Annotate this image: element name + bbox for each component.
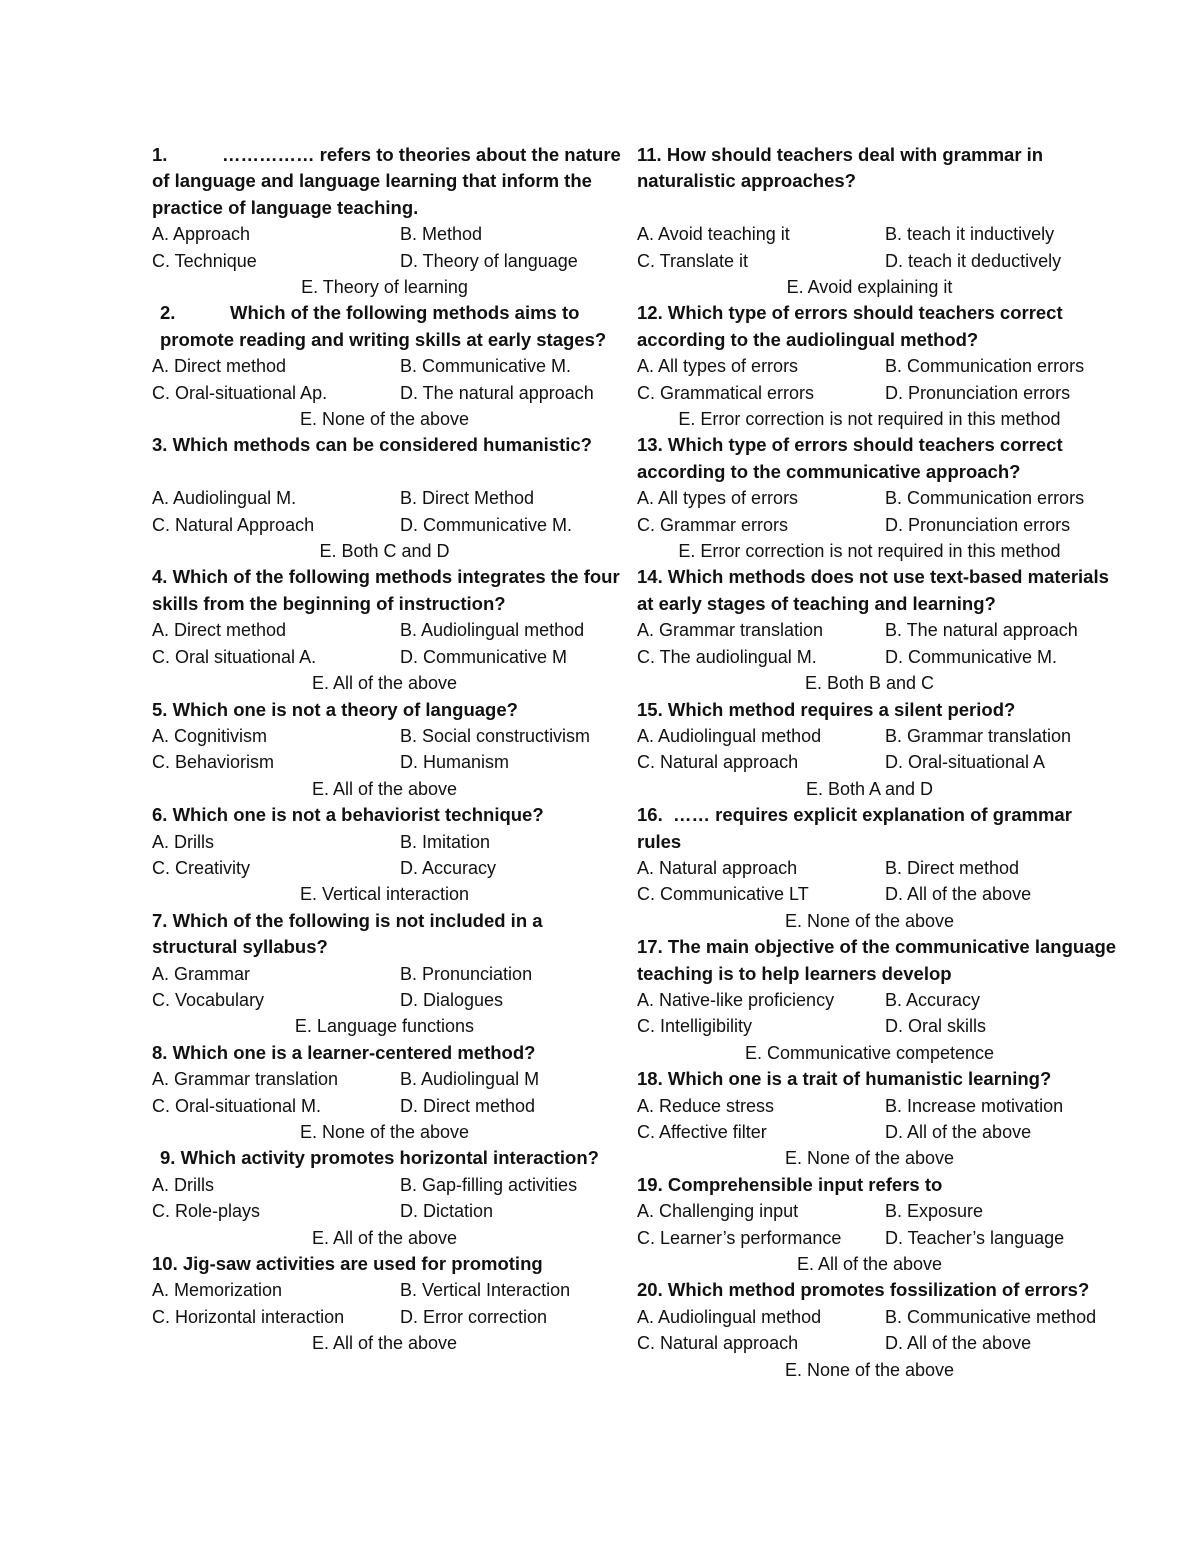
option-b: B. Imitation [400, 831, 491, 852]
question-number: 6. [152, 804, 168, 826]
question-stem [152, 300, 632, 353]
option-e: E. Avoid explaining it [786, 277, 953, 298]
option-c: C. Role-plays [152, 1201, 261, 1222]
option-a: A. Grammar [152, 963, 251, 984]
question-number: 8. [152, 1041, 168, 1063]
question-number: 1. [152, 144, 168, 165]
question-number: 13. [637, 434, 663, 456]
question-12 [637, 300, 1117, 432]
question-10 [152, 1251, 632, 1357]
option-d: D. Teacher’s language [885, 1227, 1065, 1248]
question-17 [637, 934, 1122, 1066]
option-d: D. Theory of language [400, 250, 578, 271]
question-stem [152, 908, 632, 961]
question-text: Which methods does not use text-based materials at early stages of teaching and learning? [637, 566, 1115, 614]
question-15 [637, 697, 1117, 803]
option-d: D. All of the above [885, 1122, 1032, 1143]
question-4 [152, 564, 632, 696]
question-3 [152, 432, 632, 564]
question-text: Which one is a trait of humanistic learning? [667, 1068, 1052, 1090]
question-13 [637, 432, 1117, 564]
option-b: B. Accuracy [885, 989, 981, 1010]
option-e: E. Communicative competence [744, 1042, 995, 1063]
question-text: Comprehensible input refers to [667, 1173, 943, 1195]
option-b: B. Grammar translation [885, 725, 1072, 746]
question-number: 12. [637, 302, 663, 324]
option-b: B. Gap-filling activities [400, 1174, 578, 1195]
option-b: B. Exposure [885, 1201, 984, 1222]
question-text: Which methods can be considered humanistic? [172, 434, 592, 456]
option-e: E. Both B and C [804, 673, 935, 694]
option-a: A. Cognitivism [152, 725, 268, 746]
question-11 [637, 142, 1117, 300]
option-d: D. Pronunciation errors [885, 382, 1071, 403]
option-d: D. Humanism [400, 752, 510, 773]
option-b: B. Pronunciation [400, 963, 533, 984]
option-b: B. Audiolingual method [400, 620, 585, 641]
option-c: C. The audiolingual M. [637, 646, 817, 667]
question-1 [152, 142, 632, 300]
option-c: C. Communicative LT [637, 884, 809, 905]
option-d: D. Accuracy [400, 857, 497, 878]
question-9 [152, 1145, 632, 1251]
question-text: Which method requires a silent period? [667, 698, 1016, 720]
question-stem [152, 697, 632, 723]
question-stem [152, 142, 632, 221]
option-e: E. None of the above [784, 910, 955, 931]
question-text: Jig-saw activities are used for promoting [182, 1253, 543, 1275]
option-c: C. Intelligibility [637, 1016, 753, 1037]
option-a: A. Audiolingual method [637, 1306, 822, 1327]
option-c: C. Oral-situational Ap. [152, 382, 328, 403]
question-stem [152, 802, 632, 828]
option-c: C. Oral situational A. [152, 646, 317, 667]
question-stem [637, 300, 1117, 353]
option-a: A. Natural approach [637, 857, 798, 878]
option-c: C. Grammar errors [637, 514, 789, 535]
question-text: Which method promotes fossilization of errors? [667, 1279, 1090, 1301]
option-b: B. Audiolingual M [400, 1069, 540, 1090]
option-e: E. All of the above [311, 1227, 458, 1248]
question-number: 16. [637, 804, 663, 826]
option-a: A. All types of errors [637, 488, 799, 509]
question-number: 15. [637, 698, 663, 720]
option-b: B. Increase motivation [885, 1095, 1064, 1116]
question-stem [637, 934, 1122, 987]
question-stem [637, 142, 1117, 195]
question-stem [152, 432, 632, 458]
question-text: Which of the following methods aims to promote reading and writing skills at early stages? [160, 302, 607, 350]
option-d: D. Communicative M. [885, 646, 1058, 667]
option-d: D. All of the above [885, 884, 1032, 905]
option-d: D. Error correction [400, 1306, 548, 1327]
option-d: D. Communicative M [400, 646, 568, 667]
question-text: Which of the following is not included in a structural syllabus? [152, 909, 548, 958]
option-e: E. None of the above [784, 1359, 955, 1380]
option-a: A. Reduce stress [637, 1095, 775, 1116]
option-e: E. Both A and D [805, 778, 934, 799]
question-number: 20. [637, 1279, 663, 1301]
question-stem [637, 697, 1117, 723]
question-text: Which activity promotes horizontal interaction? [180, 1147, 599, 1169]
question-text: Which of the following methods integrates the four skills from the beginning of instruction? [152, 566, 625, 614]
option-d: D. Dialogues [400, 989, 504, 1010]
question-6 [152, 802, 632, 908]
option-d: D. Pronunciation errors [885, 514, 1071, 535]
question-number: 2. [160, 302, 176, 324]
question-number: 5. [152, 698, 168, 720]
question-16 [637, 802, 1117, 934]
question-text: Which one is a learner-centered method? [172, 1041, 536, 1063]
question-number: 4. [152, 566, 168, 588]
option-e: E. All of the above [796, 1254, 943, 1275]
question-number: 18. [637, 1068, 663, 1090]
option-c: C. Vocabulary [152, 989, 265, 1010]
option-a: A. Direct method [152, 356, 287, 377]
question-text: …… requires explicit explanation of grammar rules [637, 804, 1078, 852]
question-text: …………… refers to theories about the nature of language and language learning that inform the practice of language teaching. [152, 144, 626, 218]
option-e: E. Theory of learning [301, 277, 468, 298]
question-stem [637, 1066, 1117, 1092]
option-e: E. All of the above [311, 1333, 458, 1354]
question-19 [637, 1172, 1117, 1278]
option-c: C. Learner’s performance [637, 1227, 842, 1248]
option-e: E. None of the above [784, 1148, 955, 1169]
option-b: B. The natural approach [885, 620, 1078, 641]
option-d: D. Oral skills [885, 1016, 987, 1037]
question-14 [637, 564, 1117, 696]
option-b: B. Direct method [885, 857, 1020, 878]
question-number: 10. [152, 1253, 178, 1275]
question-stem [152, 564, 632, 617]
option-a: A. Audiolingual method [637, 725, 822, 746]
option-b: B. Communicative M. [400, 356, 572, 377]
option-b: B. Communication errors [885, 488, 1085, 509]
question-stem [637, 432, 1117, 485]
option-d: D. The natural approach [400, 382, 594, 403]
option-a: A. Audiolingual M. [152, 488, 297, 509]
question-20 [637, 1277, 1117, 1383]
question-stem [152, 1040, 632, 1066]
option-c: C. Translate it [637, 250, 749, 271]
option-a: A. Memorization [152, 1280, 283, 1301]
option-c: C. Affective filter [637, 1122, 767, 1143]
option-d: D. Communicative M. [400, 514, 573, 535]
option-b: B. Method [400, 224, 483, 245]
question-stem [637, 802, 1117, 855]
question-5 [152, 697, 632, 803]
option-c: C. Natural Approach [152, 514, 315, 535]
option-a: A. Drills [152, 831, 214, 852]
option-e: E. Both C and D [319, 541, 450, 562]
option-c: C. Natural approach [637, 752, 799, 773]
option-d: D. Dictation [400, 1201, 494, 1222]
question-number: 3. [152, 434, 168, 456]
left-column [152, 142, 632, 1357]
option-a: A. Grammar translation [152, 1069, 339, 1090]
option-c: C. Horizontal interaction [152, 1306, 345, 1327]
option-a: A. Approach [152, 224, 251, 245]
option-e: E. All of the above [311, 778, 458, 799]
question-number: 11. [637, 144, 662, 165]
option-e: E. Vertical interaction [299, 884, 470, 905]
right-column [637, 142, 1122, 1383]
question-number: 19. [637, 1173, 663, 1195]
option-c: C. Technique [152, 250, 257, 271]
option-e: E. None of the above [299, 1122, 470, 1143]
option-a: A. Avoid teaching it [637, 224, 790, 245]
option-b: B. Vertical Interaction [400, 1280, 571, 1301]
option-b: B. Communicative method [885, 1306, 1097, 1327]
option-e: E. None of the above [299, 409, 470, 430]
question-text: The main objective of the communicative language teaching is to help learners develop [637, 936, 1122, 984]
option-a: A. Direct method [152, 620, 287, 641]
option-b: B. Direct Method [400, 488, 535, 509]
question-text: Which type of errors should teachers correct according to the audiolingual method? [637, 302, 1068, 350]
option-a: A. All types of errors [637, 356, 799, 377]
question-stem [637, 564, 1117, 617]
question-text: Which one is not a theory of language? [172, 698, 518, 720]
option-e: E. Error correction is not required in this method [678, 541, 1061, 562]
option-c: C. Oral-situational M. [152, 1095, 322, 1116]
option-a: A. Challenging input [637, 1201, 799, 1222]
question-text: Which one is not a behaviorist technique? [172, 804, 544, 826]
option-b: B. teach it inductively [885, 224, 1055, 245]
question-7 [152, 908, 632, 1040]
option-a: A. Drills [152, 1174, 214, 1195]
question-8 [152, 1040, 632, 1146]
option-c: C. Creativity [152, 857, 251, 878]
question-18 [637, 1066, 1117, 1172]
option-d: D. teach it deductively [885, 250, 1062, 271]
question-stem [152, 1251, 632, 1277]
option-d: D. Direct method [400, 1095, 536, 1116]
question-stem [637, 1172, 1117, 1198]
question-number: 14. [637, 566, 663, 588]
question-number: 7. [152, 909, 168, 931]
option-c: C. Natural approach [637, 1333, 799, 1354]
question-number: 9. [160, 1147, 176, 1169]
option-d: D. Oral-situational A [885, 752, 1046, 773]
question-stem [152, 1145, 632, 1171]
option-b: B. Social constructivism [400, 725, 591, 746]
option-b: B. Communication errors [885, 356, 1085, 377]
option-e: E. Language functions [294, 1016, 475, 1037]
question-stem [637, 1277, 1117, 1303]
option-e: E. Error correction is not required in this method [678, 409, 1061, 430]
option-e: E. All of the above [311, 673, 458, 694]
option-c: C. Behaviorism [152, 752, 275, 773]
question-2 [152, 300, 632, 432]
option-a: A. Native-like proficiency [637, 989, 835, 1010]
option-d: D. All of the above [885, 1333, 1032, 1354]
option-c: C. Grammatical errors [637, 382, 815, 403]
question-number: 17. [637, 936, 663, 958]
question-text: How should teachers deal with grammar in naturalistic approaches? [637, 144, 1049, 192]
option-a: A. Grammar translation [637, 620, 824, 641]
question-text: Which type of errors should teachers correct according to the communicative approach? [637, 434, 1068, 482]
